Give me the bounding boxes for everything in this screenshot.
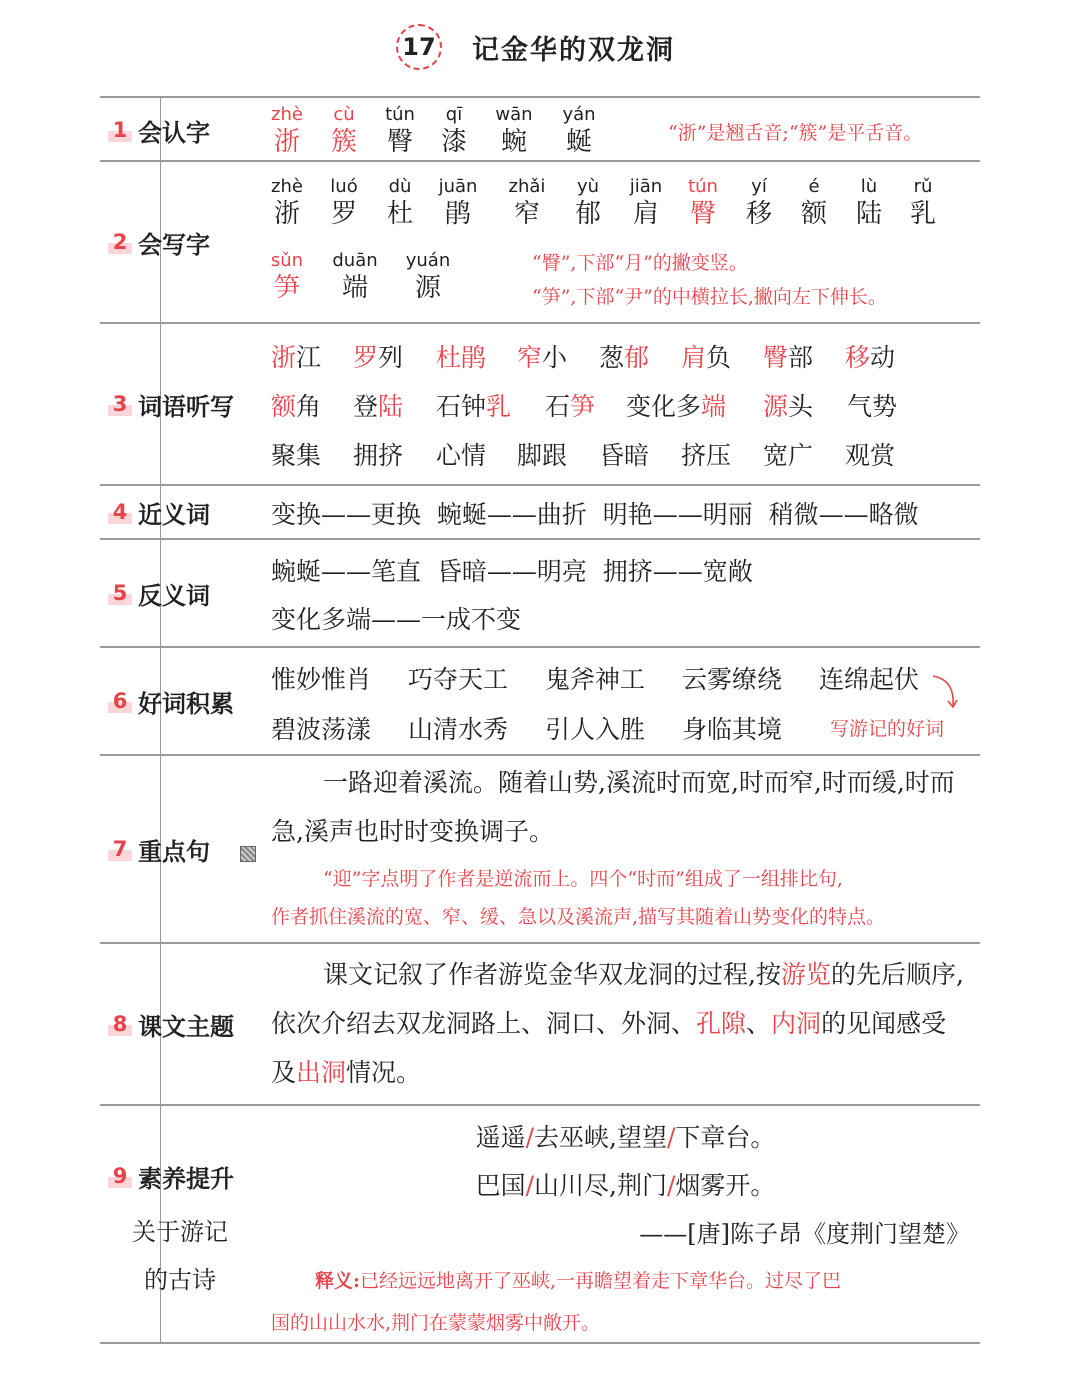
dictation-word — [626, 387, 726, 423]
char-with-pinyin — [736, 176, 782, 230]
dictation-word — [599, 338, 649, 374]
hanzi: 额 — [800, 199, 827, 229]
word-segment: 心情 — [436, 441, 487, 470]
writing-note-2: “笋”,下部“尹”的中横拉长,撇向左下伸长。 — [532, 286, 887, 308]
char-with-pinyin — [264, 104, 310, 158]
good-word: 碧波荡漾 — [271, 715, 372, 744]
row-sublabel — [100, 1208, 260, 1304]
dictation-word — [763, 436, 813, 472]
antonyms-line1: 蜿蜒——笔直 昏暗——明亮 拥挤——宽敞 — [271, 557, 753, 586]
word-segment: 臀 — [763, 343, 789, 372]
dictation-word — [271, 387, 321, 423]
row-number: 3 — [108, 392, 132, 416]
row-label-text: 素养提升 — [138, 1164, 234, 1193]
poem-line-1 — [271, 1118, 980, 1154]
poem-text: 烟雾开。 — [675, 1171, 776, 1200]
char-with-pinyin — [435, 176, 481, 230]
word-segment: 部 — [788, 343, 814, 372]
word-segment: 乳 — [486, 392, 512, 421]
good-words-line1 — [271, 660, 956, 696]
dictation-word — [271, 436, 321, 472]
hanzi: 源 — [414, 273, 441, 303]
row-label — [100, 162, 260, 322]
pinyin: cù — [333, 104, 355, 125]
dictation-word — [847, 387, 897, 423]
char-with-pinyin — [377, 176, 423, 230]
char-with-pinyin — [565, 176, 611, 230]
dictation-word — [353, 436, 403, 472]
dictation-word — [545, 387, 595, 423]
word-segment: 昏暗 — [599, 441, 650, 470]
gloss-label: 释义: — [315, 1270, 361, 1292]
hanzi: 杜 — [386, 199, 413, 229]
dictation-word — [436, 436, 486, 472]
row-label — [100, 1156, 260, 1196]
dictation-word — [681, 338, 731, 374]
pinyin: yù — [576, 176, 600, 197]
row-number: 7 — [108, 837, 132, 861]
row-number: 6 — [108, 689, 132, 713]
page-header — [0, 0, 1080, 96]
hanzi: 笋 — [273, 273, 300, 303]
good-word: 巧夺天工 — [408, 665, 509, 694]
hanzi: 蜿 — [500, 127, 527, 157]
theme-text-part: 课文记叙了作者游览金华双龙洞的过程,按 — [323, 960, 781, 989]
char-with-pinyin — [264, 176, 310, 230]
dictation-word — [681, 436, 731, 472]
hanzi: 肩 — [632, 199, 659, 229]
pinyin: luó — [330, 176, 358, 197]
good-word: 连绵起伏 — [819, 665, 920, 694]
write-chars-line1 — [271, 176, 980, 236]
gloss-text: 已经远远地离开了巫峡,一再瞻望着走下章华台。过尽了巴 — [360, 1270, 842, 1292]
row-label-text: 好词积累 — [138, 689, 234, 718]
pause-mark: / — [666, 1123, 676, 1152]
row-label — [100, 324, 260, 484]
row-label-text: 课文主题 — [138, 1012, 234, 1041]
dictation-word — [845, 338, 895, 374]
word-segment: 列 — [378, 343, 404, 372]
hanzi: 浙 — [273, 127, 300, 157]
row-antonyms — [100, 538, 980, 646]
good-word: 引人入胜 — [545, 715, 646, 744]
pinyin: jiān — [629, 176, 663, 197]
char-with-pinyin — [680, 176, 726, 230]
theme-paragraph — [271, 950, 971, 1097]
word-segment: 窄 — [517, 343, 543, 372]
row-literacy — [100, 1104, 980, 1344]
pinyin: duān — [332, 250, 378, 271]
row-label-text: 近义词 — [138, 500, 210, 529]
poem-line-2 — [271, 1166, 980, 1202]
row-label-text: 反义词 — [138, 581, 210, 610]
row-sublabel-line2: 的古诗 — [144, 1266, 216, 1294]
dictation-word — [599, 436, 649, 472]
char-with-pinyin — [900, 176, 946, 230]
good-word: 云雾缭绕 — [682, 665, 783, 694]
row-label-text: 词语听写 — [138, 392, 234, 421]
word-segment: 小 — [542, 343, 568, 372]
hanzi: 窄 — [513, 199, 540, 229]
pause-mark: / — [525, 1171, 535, 1200]
char-with-pinyin — [321, 176, 367, 230]
good-words-content — [271, 648, 980, 754]
dictation-word — [763, 338, 813, 374]
word-segment: 负 — [706, 343, 732, 372]
pinyin: lù — [860, 176, 878, 197]
antonyms-content — [271, 540, 980, 646]
word-segment: 动 — [870, 343, 896, 372]
word-segment: 江 — [296, 343, 322, 372]
theme-content — [271, 944, 980, 1104]
curved-arrow-icon — [931, 672, 961, 712]
key-sentence: 一路迎着溪流。随着山势,溪流时而宽,时而窄,时而缓,时而急,溪声也时时变换调子。 — [271, 768, 955, 846]
row-dictation — [100, 322, 980, 484]
word-segment: 拥挤 — [353, 441, 404, 470]
dictation-word — [436, 338, 486, 374]
theme-highlight: 游览 — [780, 960, 831, 989]
row-number: 4 — [108, 500, 132, 524]
row-label-text: 会认字 — [138, 118, 210, 147]
word-segment: 石 — [545, 392, 571, 421]
lesson-title: 记金华的双龙洞 — [472, 35, 675, 66]
key-sentence-text — [271, 758, 971, 856]
char-with-pinyin — [504, 176, 550, 230]
word-segment: 额 — [271, 392, 297, 421]
antonyms-line2: 变化多端——一成不变 — [271, 605, 522, 634]
word-segment: 源 — [763, 392, 789, 421]
word-segment: 聚集 — [271, 441, 322, 470]
good-word: 鬼斧神工 — [545, 665, 646, 694]
row-recognize-chars — [100, 96, 980, 162]
synonyms-line: 变换——更换 蜿蜒——曲折 明艳——明丽 稍微——略微 — [271, 500, 919, 529]
row-label — [100, 944, 260, 1104]
poem-text: 去巫峡,望望 — [534, 1123, 667, 1152]
good-words-line2 — [271, 710, 819, 746]
pinyin: zhǎi — [508, 176, 546, 197]
word-segment: 脚跟 — [517, 441, 568, 470]
row-key-sentence — [100, 754, 980, 942]
row-number: 2 — [108, 230, 132, 254]
word-segment: 葱 — [599, 343, 625, 372]
dictation-word — [763, 387, 813, 423]
good-words-note: 写游记的好词 — [830, 718, 945, 740]
char-with-pinyin — [623, 176, 669, 230]
hanzi: 簇 — [330, 127, 357, 157]
hanzi: 乳 — [909, 199, 936, 229]
hanzi: 端 — [341, 273, 368, 303]
hanzi: 臀 — [386, 127, 413, 157]
word-segment: 移 — [845, 343, 871, 372]
dictation-word — [271, 338, 321, 374]
char-with-pinyin — [556, 104, 602, 158]
pause-mark: / — [525, 1123, 535, 1152]
theme-highlight: 内洞 — [771, 1009, 822, 1038]
pinyin: wān — [495, 104, 533, 125]
pinyin: zhè — [271, 104, 303, 125]
poem-text: 遥遥 — [475, 1123, 526, 1152]
theme-highlight: 孔隙 — [696, 1009, 747, 1038]
row-synonyms — [100, 484, 980, 538]
row-good-words — [100, 646, 980, 754]
word-segment: 石钟 — [436, 392, 487, 421]
synonyms-content — [271, 486, 980, 538]
poem-text: 巴国 — [475, 1171, 526, 1200]
word-segment: 罗 — [353, 343, 379, 372]
row-number: 8 — [108, 1012, 132, 1036]
pinyin: juān — [438, 176, 478, 197]
pinyin: qī — [445, 104, 463, 125]
row-number: 9 — [108, 1164, 132, 1188]
poem-source: ——[唐]陈子昂《度荆门望楚》 — [639, 1220, 970, 1248]
char-with-pinyin — [791, 176, 837, 230]
pinyin: tún — [385, 104, 415, 125]
poem-gloss-line2: 国的山山水水,荆门在蒙蒙烟雾中敞开。 — [271, 1312, 601, 1334]
dictation-word — [517, 338, 567, 374]
poem-gloss-line1 — [315, 1266, 841, 1293]
word-segment: 浙 — [271, 343, 297, 372]
pinyin: yuán — [405, 250, 451, 271]
poem-content — [271, 1106, 980, 1344]
hanzi: 蜒 — [565, 127, 592, 157]
theme-text-part: 的先后顺序,依次介绍去双龙洞路上、洞口、外洞、 — [271, 960, 964, 1038]
word-segment: 挤压 — [681, 441, 732, 470]
char-with-pinyin — [846, 176, 892, 230]
dictation-words — [271, 324, 980, 484]
word-segment: 宽广 — [763, 441, 814, 470]
char-with-pinyin — [264, 250, 310, 304]
hanzi: 陆 — [855, 199, 882, 229]
good-word: 身临其境 — [682, 715, 783, 744]
row-label — [100, 486, 260, 538]
dictation-word — [517, 436, 567, 472]
theme-highlight: 出洞 — [296, 1058, 347, 1087]
pinyin: yán — [562, 104, 596, 125]
char-with-pinyin — [321, 104, 367, 158]
theme-text-part: 情况。 — [346, 1058, 422, 1087]
char-with-pinyin — [491, 104, 537, 158]
word-segment: 观赏 — [845, 441, 896, 470]
word-segment: 变化多 — [626, 392, 702, 421]
pronunciation-note: “浙”是翘舌音;“簇”是平舌音。 — [668, 122, 923, 144]
hanzi: 郁 — [574, 199, 601, 229]
dictation-word — [845, 436, 895, 472]
word-segment: 郁 — [624, 343, 650, 372]
poem-text: 下章台。 — [675, 1123, 776, 1152]
qr-code-icon[interactable] — [240, 846, 256, 862]
word-segment: 肩 — [681, 343, 707, 372]
good-word: 惟妙惟肖 — [271, 665, 372, 694]
word-segment: 陆 — [378, 392, 404, 421]
dictation-word — [353, 387, 403, 423]
lesson-number-badge: 17 — [396, 24, 442, 70]
word-segment: 杜 — [436, 343, 462, 372]
row-label — [100, 540, 260, 646]
char-with-pinyin — [377, 104, 423, 158]
hanzi: 臀 — [689, 199, 716, 229]
good-word: 山清水秀 — [408, 715, 509, 744]
word-segment: 端 — [701, 392, 727, 421]
word-segment: 角 — [296, 392, 322, 421]
pinyin: dù — [388, 176, 412, 197]
key-sentence-note-2: 作者抓住溪流的宽、窄、缓、急以及溪流声,描写其随着山势变化的特点。 — [271, 906, 886, 928]
hanzi: 浙 — [273, 199, 300, 229]
key-sentence-note-1: “迎”字点明了作者是逆流而上。四个“时而”组成了一组排比句, — [323, 868, 843, 890]
writing-note-1: “臀”,下部“月”的撇变竖。 — [532, 252, 748, 274]
row-label — [100, 756, 260, 942]
pinyin: zhè — [271, 176, 303, 197]
pinyin: yí — [751, 176, 767, 197]
word-segment: 登 — [353, 392, 379, 421]
word-segment: 头 — [788, 392, 814, 421]
row-number: 1 — [108, 118, 132, 142]
poem-text: 山川尽,荆门 — [534, 1171, 667, 1200]
row-number: 5 — [108, 581, 132, 605]
row-theme — [100, 942, 980, 1104]
row-label-text: 重点句 — [138, 837, 210, 866]
row-write-chars — [100, 160, 980, 322]
key-sentence-content — [271, 756, 980, 942]
theme-text-part: 的见闻感受及 — [271, 1009, 947, 1087]
row-sublabel-line1: 关于游记 — [132, 1218, 228, 1246]
dictation-word — [436, 387, 511, 423]
pinyin: é — [808, 176, 820, 197]
theme-text-part: 、 — [746, 1009, 772, 1038]
row-label-text: 会写字 — [138, 230, 210, 259]
row-label — [100, 98, 260, 162]
char-with-pinyin — [405, 250, 451, 304]
char-with-pinyin — [431, 104, 477, 158]
word-segment: 笋 — [570, 392, 596, 421]
hanzi: 移 — [745, 199, 772, 229]
pinyin: rǔ — [913, 176, 933, 197]
hanzi: 漆 — [440, 127, 467, 157]
word-segment: 鹃 — [461, 343, 487, 372]
word-segment: 气势 — [847, 392, 898, 421]
pinyin: sǔn — [270, 250, 304, 271]
hanzi: 鹃 — [444, 199, 471, 229]
char-with-pinyin — [332, 250, 378, 304]
hanzi: 罗 — [330, 199, 357, 229]
pause-mark: / — [666, 1171, 676, 1200]
pinyin: tún — [688, 176, 718, 197]
row-label — [100, 648, 260, 754]
dictation-word — [353, 338, 403, 374]
